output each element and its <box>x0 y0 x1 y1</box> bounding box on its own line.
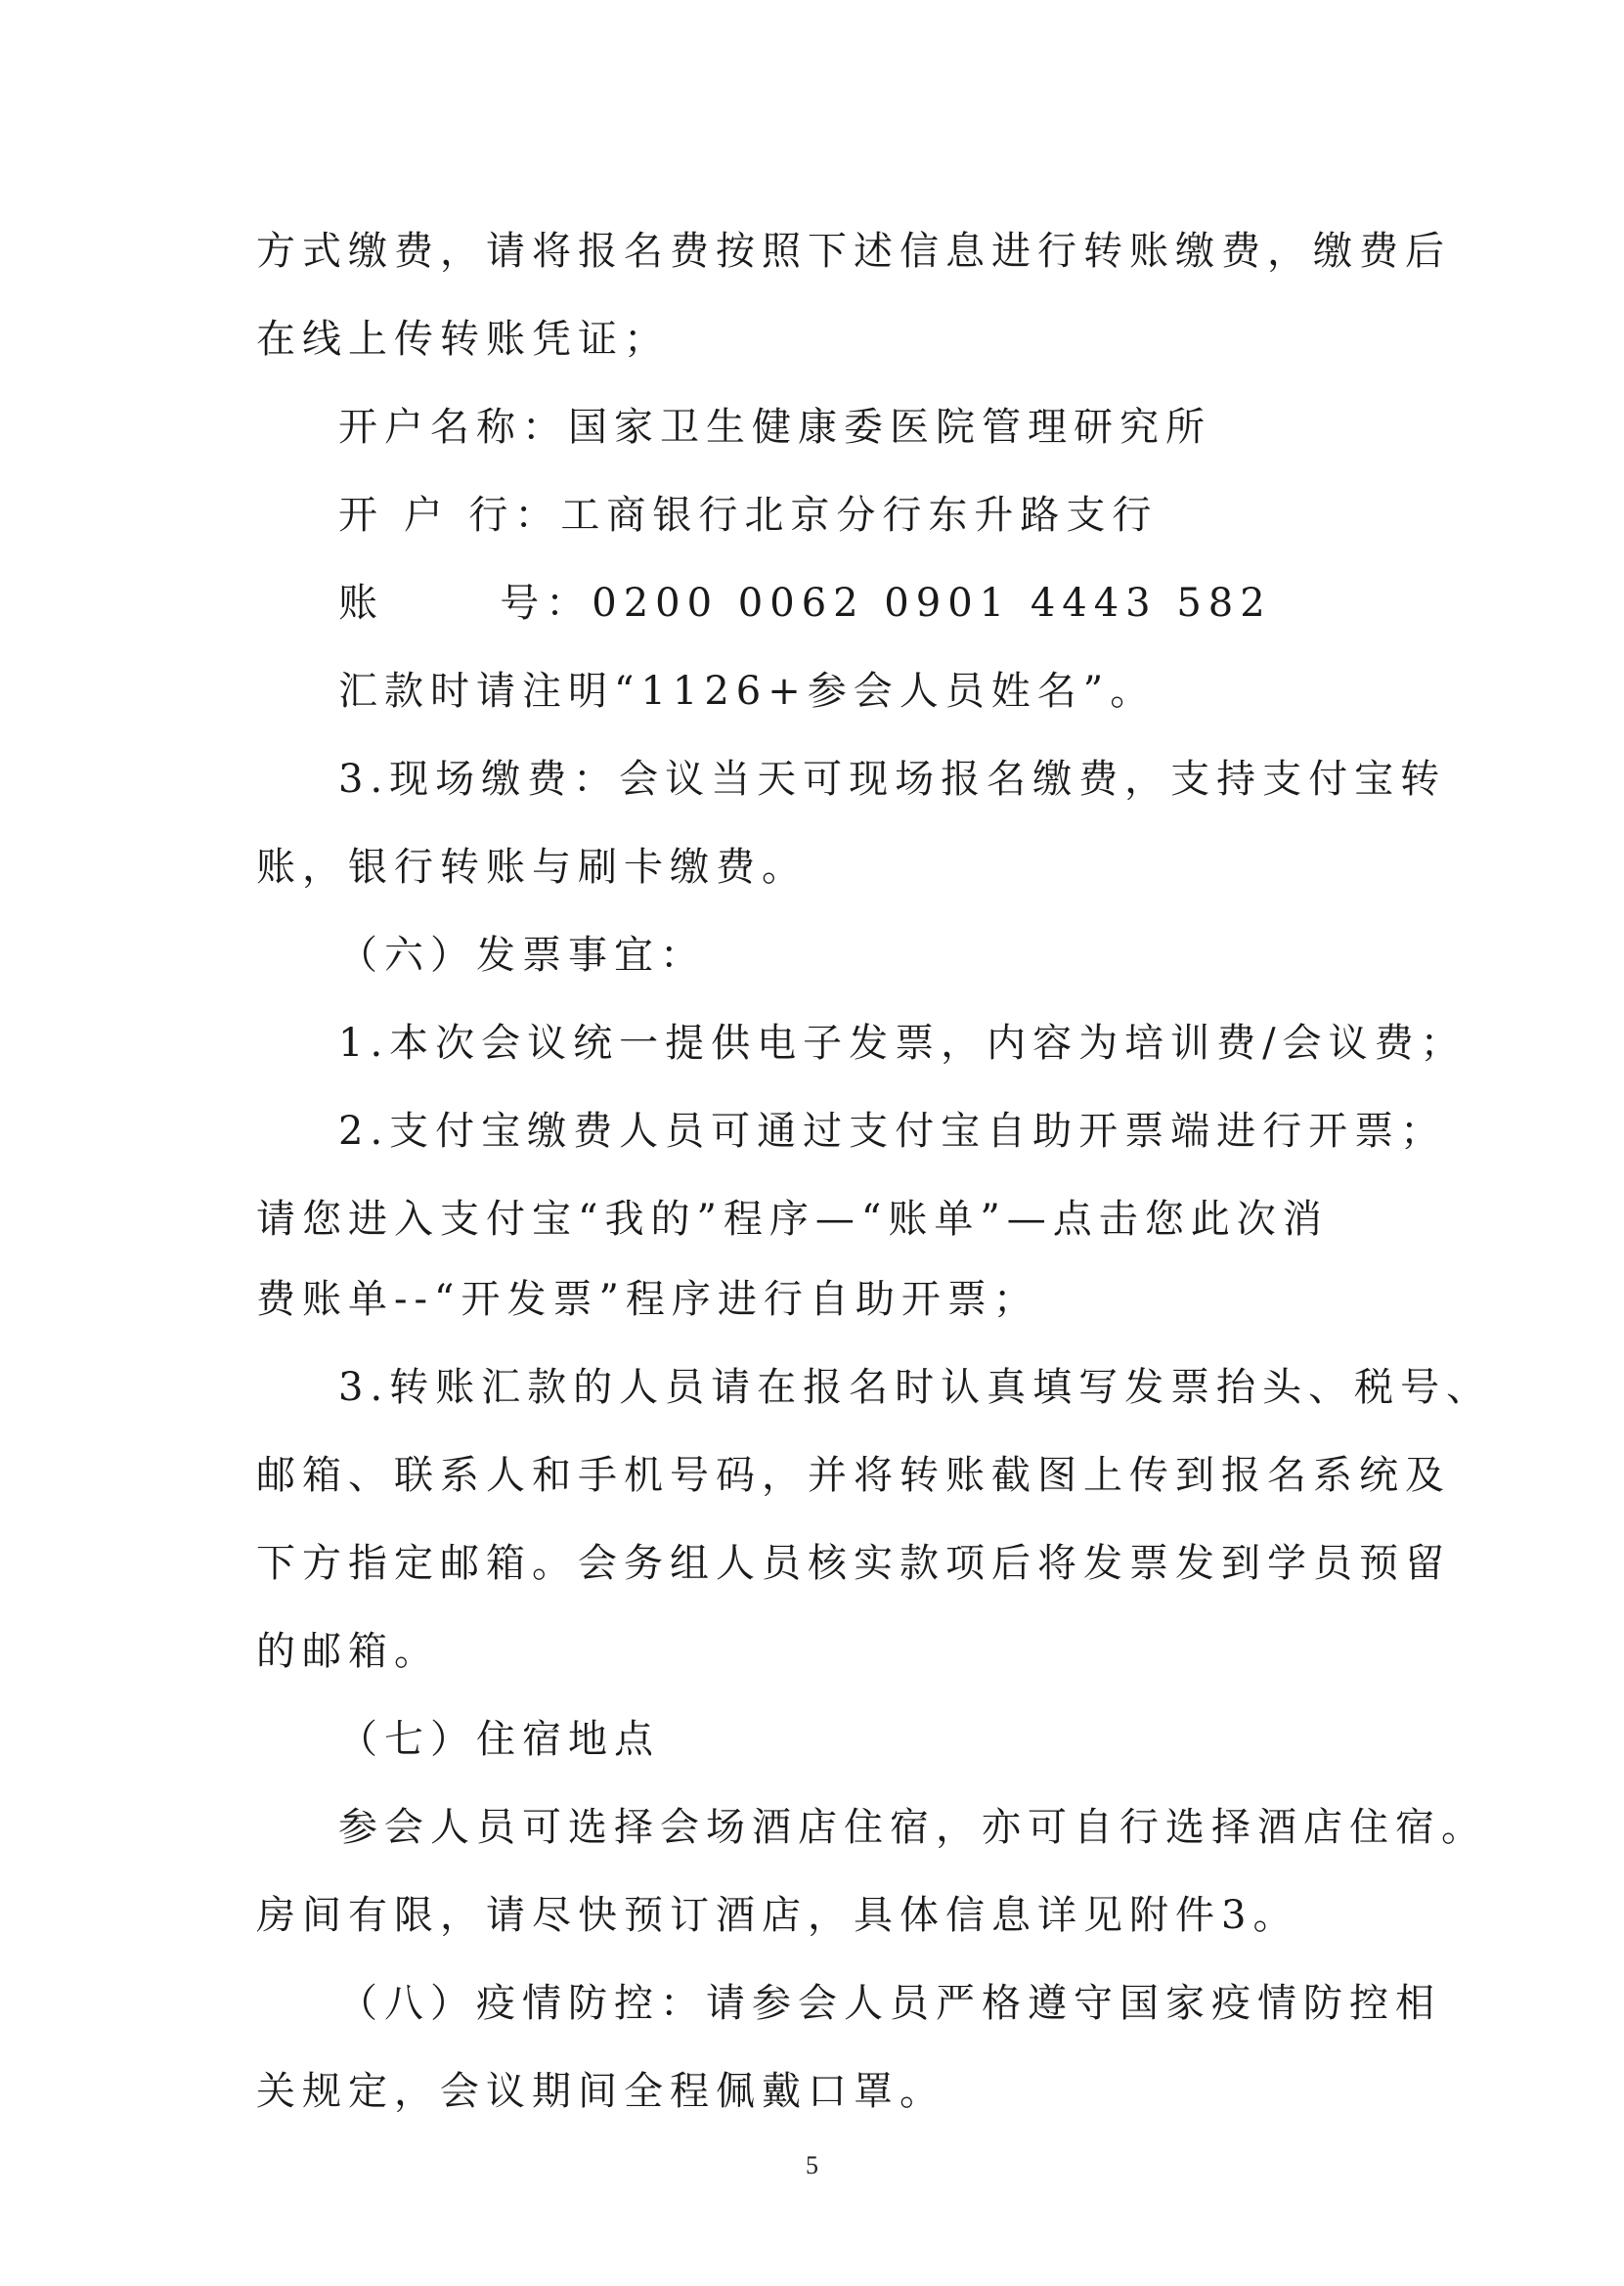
text-line: （八）疫情防控：请参会人员严格遵守国家疫情防控相 <box>338 1981 1441 2026</box>
text-line: 关规定，会议期间全程佩戴口罩。 <box>256 2069 945 2114</box>
text-line: 房间有限，请尽快预订酒店，具体信息详见附件3。 <box>256 1893 1299 1938</box>
text-line: 1.本次会议统一提供电子发票，内容为培训费/会议费； <box>338 1021 1467 1066</box>
bank-line: 开 户 行：工商银行北京分行东升路支行 <box>338 493 1159 538</box>
text-line: 的邮箱。 <box>256 1629 440 1674</box>
text-line: 邮箱、联系人和手机号码，并将转账截图上传到报名系统及 <box>256 1453 1451 1498</box>
text-line: 费账单--“开发票”程序进行自助开票； <box>256 1277 1039 1322</box>
text-line: 请您进入支付宝“我的”程序—“账单”—点击您此次消 <box>256 1197 1329 1242</box>
text-line: 3.现场缴费：会议当天可现场报名缴费，支持支付宝转 <box>338 757 1447 802</box>
text-line: 3.转账汇款的人员请在报名时认真填写发票抬头、税号、 <box>338 1365 1493 1410</box>
text-line: 在线上传转账凭证； <box>256 317 670 362</box>
text-line: 账，银行转账与刷卡缴费。 <box>256 845 808 890</box>
section-heading: （六）发票事宜： <box>338 933 706 978</box>
text-line: 方式缴费，请将报名费按照下述信息进行转账缴费，缴费后 <box>256 229 1451 274</box>
account-number-line: 账 号：0200 0062 0901 4443 582 <box>338 581 1272 626</box>
remittance-note-line: 汇款时请注明“1126+参会人员姓名”。 <box>338 669 1157 714</box>
text-line: 下方指定邮箱。会务组人员核实款项后将发票发到学员预留 <box>256 1541 1451 1586</box>
text-line: 2.支付宝缴费人员可通过支付宝自助开票端进行开票； <box>338 1109 1447 1154</box>
section-heading: （七）住宿地点 <box>338 1717 660 1762</box>
account-name-line: 开户名称：国家卫生健康委医院管理研究所 <box>338 405 1211 450</box>
page-number: 5 <box>806 2151 818 2179</box>
text-line: 参会人员可选择会场酒店住宿，亦可自行选择酒店住宿。 <box>338 1805 1487 1850</box>
